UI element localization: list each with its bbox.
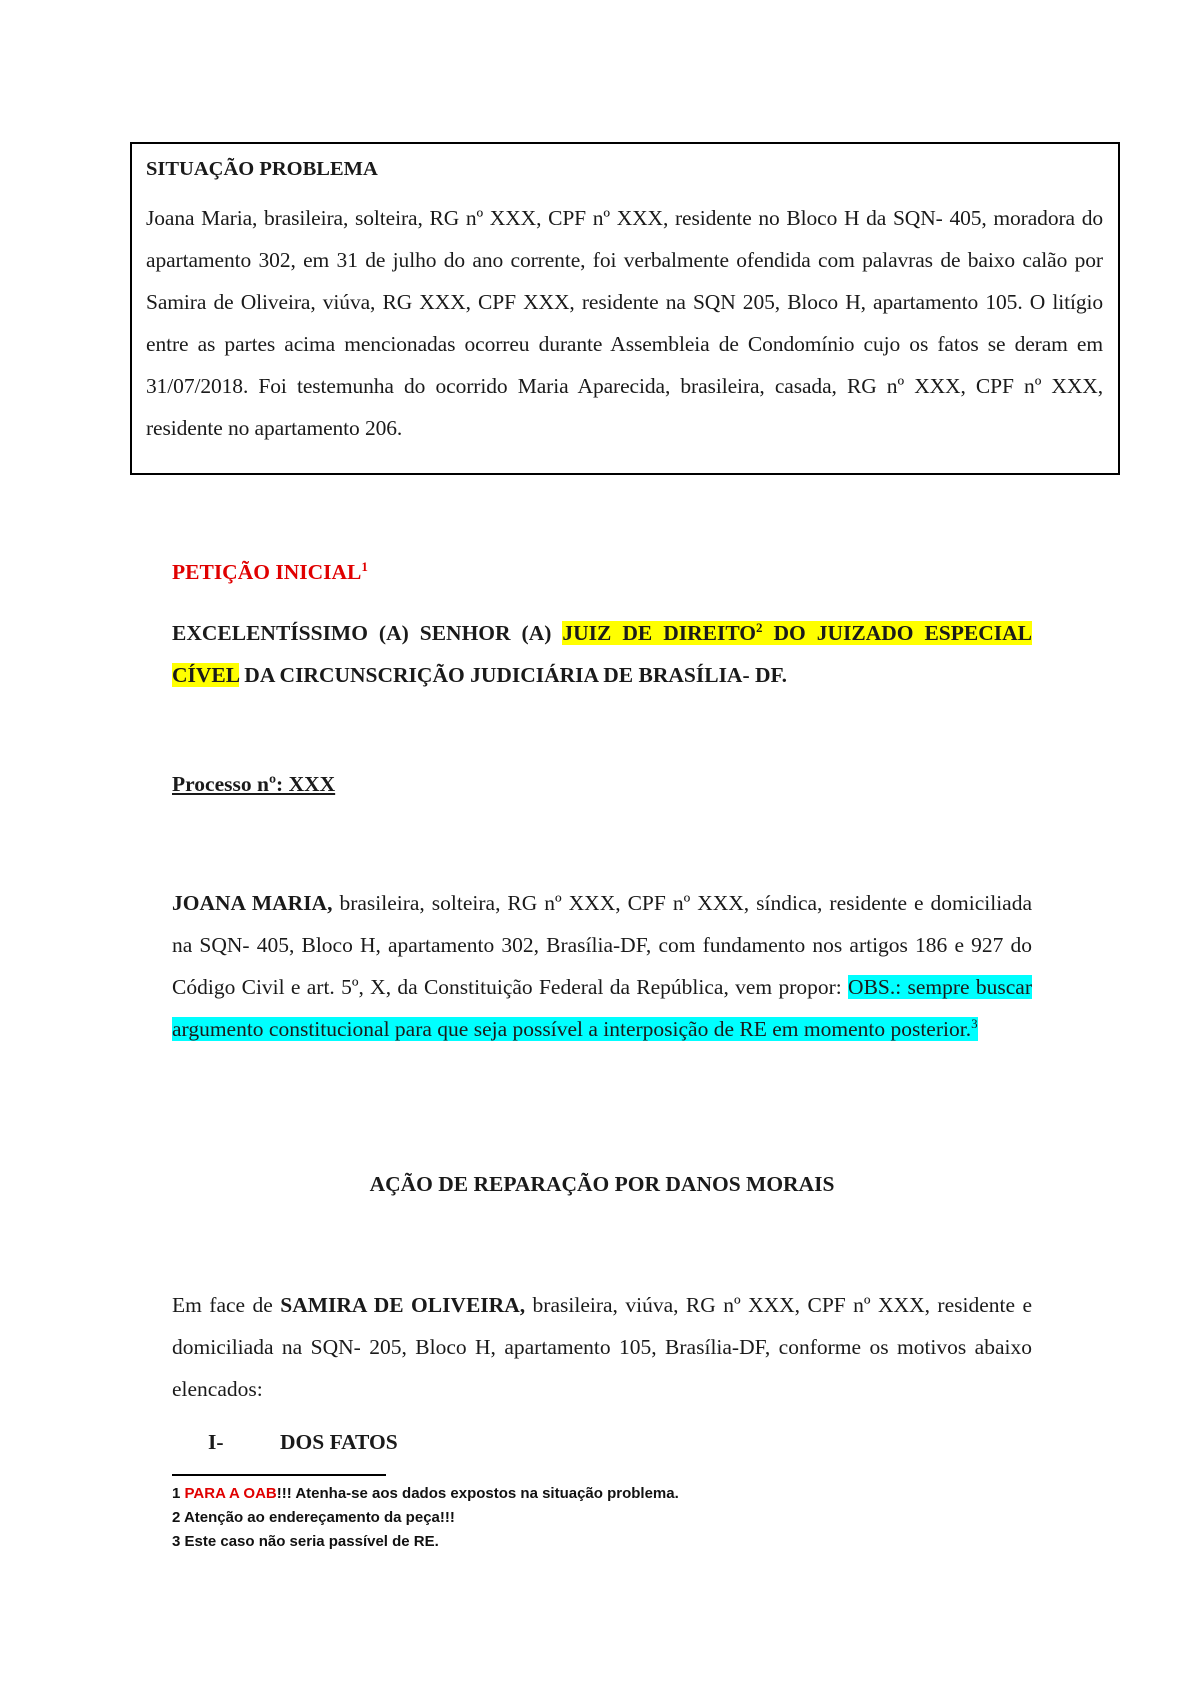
plaintiff-text: brasileira, solteira, RG nº XXX, CPF nº XXX, síndica, residente e domiciliada na SQN- 405, Bloco H, apartamento 302, Brasília-DF, com fundamento nos artigos 186 e 927 do Código Civil e art. 5º, X, da Constituição Federal da República, vem propor: (172, 891, 1033, 999)
problem-situation-title: SITUAÇÃO PROBLEMA (146, 158, 378, 180)
footnotes (172, 1482, 1032, 1554)
footnote-1: 1 PARA A OAB!!! Atenha-se aos dados expostos na situação problema. (172, 1485, 679, 1502)
plaintiff-paragraph (172, 882, 1032, 1050)
section-heading-facts (172, 1430, 1032, 1455)
defendant-paragraph (172, 1284, 1032, 1410)
action-title: AÇÃO DE REPARAÇÃO POR DANOS MORAIS (369, 1172, 835, 1196)
petition-title (172, 560, 1032, 585)
footnote-ref-1[interactable]: 1 (361, 558, 368, 574)
address-highlight-judge: JUIZ DE DIREITO$^2$ DO JUIZADO ESPECIAL CÍVEL (172, 619, 1032, 687)
problem-situation-box (130, 142, 1120, 475)
footnote-2: 2 Atenção ao endereçamento da peça!!! (172, 1509, 455, 1526)
court-address (172, 612, 1032, 696)
defendant-text: brasileira, viúva, RG nº XXX, CPF nº XXX, residente e domiciliada na SQN- 205, Bloco H, apartamento 105, Brasília-DF, conforme os motivos abaixo elencados: (172, 1293, 1032, 1401)
section-number: I- (208, 1430, 224, 1454)
footnote-3: 3 Este caso não seria passível de RE. (172, 1533, 439, 1550)
footnote-1-red: PARA A OAB (184, 1485, 277, 1502)
problem-situation-body: Joana Maria, brasileira, solteira, RG nº XXX, CPF nº XXX, residente no Bloco H da SQN- 405, moradora do apartamento 302, em 31 de julho do ano corrente, foi verbalmente ofendida com palavras de baixo calão por Samira de Oliveira, viúva, RG XXX, CPF XXX, residente na SQN 205, Bloco H, apartamento 105. O litígio entre as partes acima mencionadas ocorreu durante Assembleia de Condomínio cujo os fatos se deram em 31/07/2018. Foi testemunha do ocorrido Maria Aparecida, brasileira, casada, RG nº XXX, CPF nº XXX, residente no apartamento 206. (146, 205, 1103, 440)
petition-title-text: PETIÇÃO INICIAL (172, 560, 362, 584)
obs-highlight: OBS.: sempre buscar argumento constitucional para que seja possível a interposição de RE em momento posterior.$^3$ (172, 975, 1033, 1041)
footnote-ref-3[interactable]: 3 (971, 1015, 978, 1031)
address-salutation: EXCELENTÍSSIMO (A) SENHOR (A) (172, 621, 563, 645)
footnote-ref-2[interactable]: 2 (756, 619, 763, 635)
defendant-prefix: Em face de (172, 1293, 281, 1317)
section-title: DOS FATOS (280, 1430, 398, 1454)
footnote-separator (172, 1474, 386, 1476)
address-circumscription: DA CIRCUNSCRIÇÃO JUDICIÁRIA DE BRASÍLIA- DF. (238, 663, 788, 687)
defendant-name: SAMIRA DE OLIVEIRA, (280, 1293, 526, 1317)
process-number: Processo nº: XXX (172, 772, 336, 796)
plaintiff-name: JOANA MARIA, (172, 891, 333, 915)
